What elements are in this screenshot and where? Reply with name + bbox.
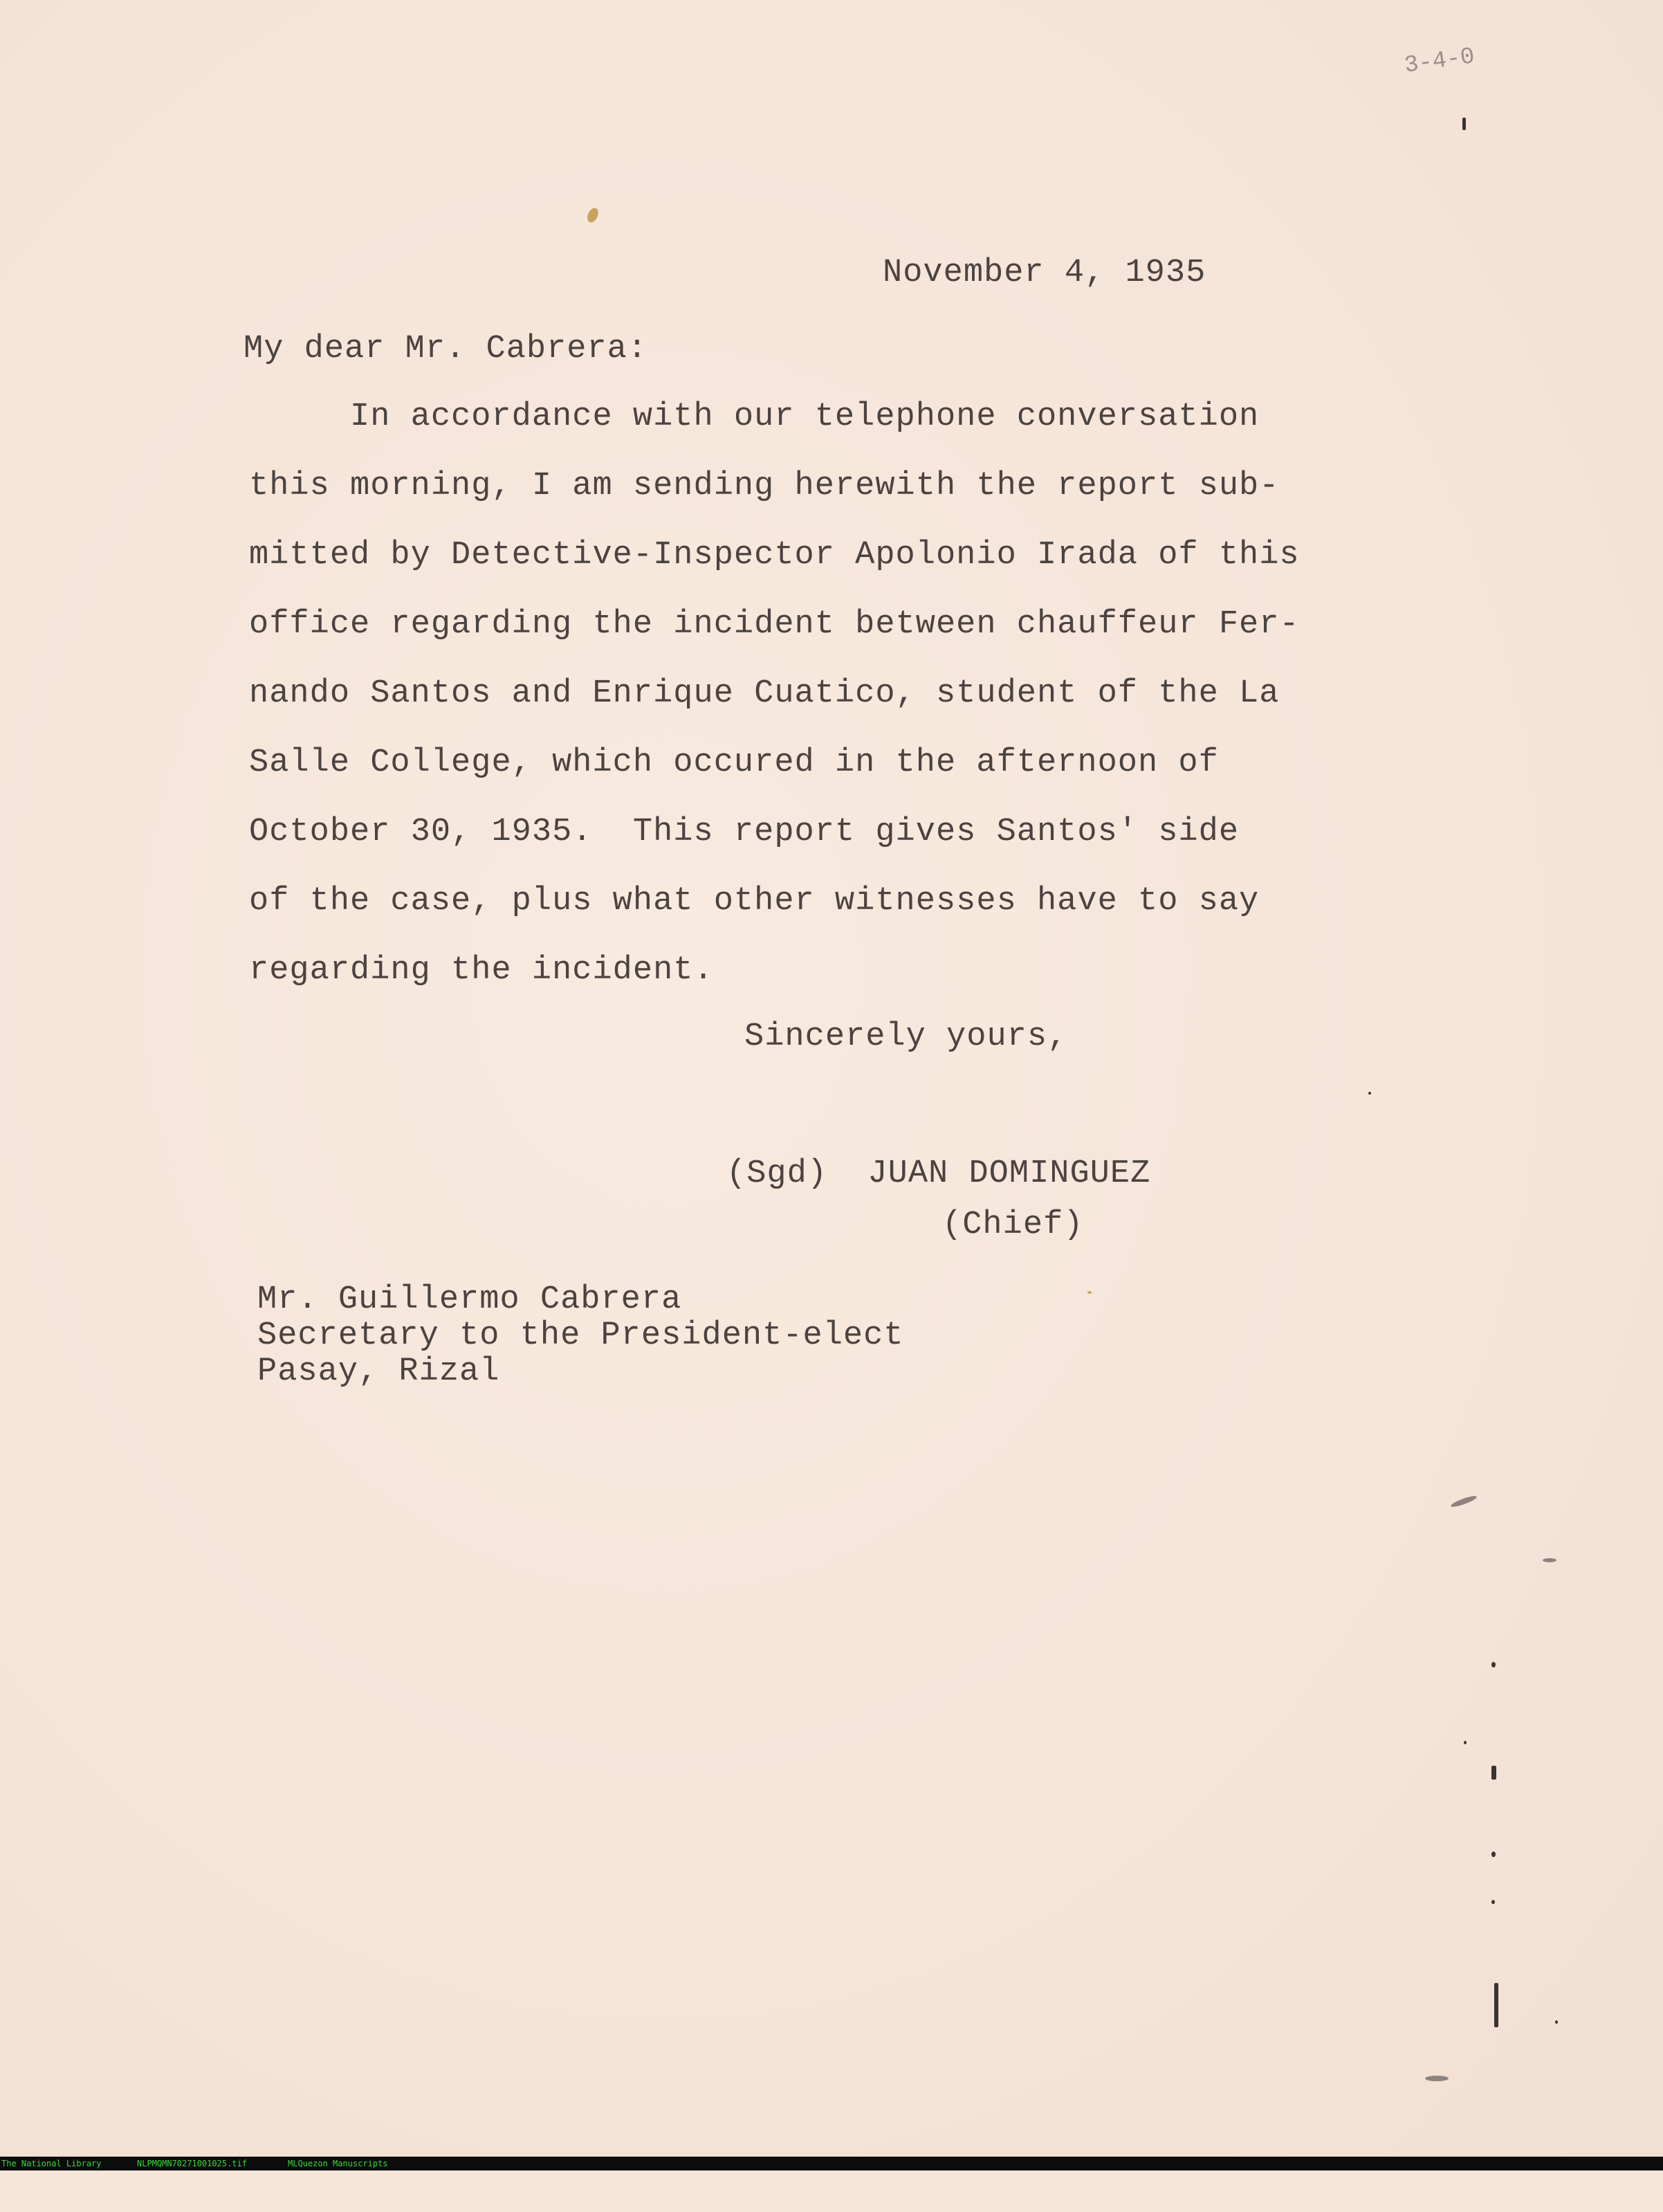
speck <box>1462 118 1466 130</box>
speck <box>1464 1741 1467 1744</box>
body-line: October 30, 1935. This report gives Santos' side <box>249 814 1240 850</box>
footer-collection: MLQuezon Manuscripts <box>288 2159 388 2168</box>
body-line: this morning, I am sending herewith the report sub- <box>249 468 1280 504</box>
body-line: of the case, plus what other witnesses have to say <box>249 883 1260 920</box>
letter-date: November 4, 1935 <box>883 255 1206 291</box>
speck <box>1425 2076 1449 2081</box>
body-line: nando Santos and Enrique Cuatico, student of the La <box>249 675 1280 712</box>
speck <box>1491 1766 1496 1780</box>
corner-pencil-mark: 3-4-0 <box>1402 44 1477 80</box>
body-line: office regarding the incident between chauffeur Fer- <box>249 606 1300 643</box>
speck <box>1368 1092 1371 1095</box>
speck <box>1543 1558 1556 1562</box>
speck <box>1450 1494 1478 1508</box>
speck <box>1491 1900 1495 1904</box>
address-line: Mr. Guillermo Cabrera <box>257 1281 682 1318</box>
speck <box>1491 1852 1496 1857</box>
speck <box>1491 1662 1496 1667</box>
speck <box>1087 1291 1092 1294</box>
body-line: Salle College, which occured in the afternoon of <box>249 744 1219 781</box>
speck <box>1494 1983 1498 2027</box>
speck <box>585 206 600 224</box>
salutation: My dear Mr. Cabrera: <box>244 331 648 367</box>
address-line: Secretary to the President-elect <box>257 1317 904 1354</box>
speck <box>1555 2020 1558 2024</box>
body-line: regarding the incident. <box>249 952 714 989</box>
signer-title: (Chief) <box>942 1207 1084 1243</box>
address-line: Pasay, Rizal <box>257 1353 500 1390</box>
body-line: In accordance with our telephone conversation <box>249 399 1260 435</box>
scan-footer <box>0 2157 1663 2170</box>
body-line: mitted by Detective-Inspector Apolonio Irada of this <box>249 537 1300 574</box>
signature: (Sgd) JUAN DOMINGUEZ <box>726 1155 1151 1192</box>
closing: Sincerely yours, <box>744 1018 1068 1055</box>
footer-library: The National Library <box>1 2159 102 2168</box>
footer-file-id: NLPMQMN70271001025.tif <box>137 2159 247 2168</box>
